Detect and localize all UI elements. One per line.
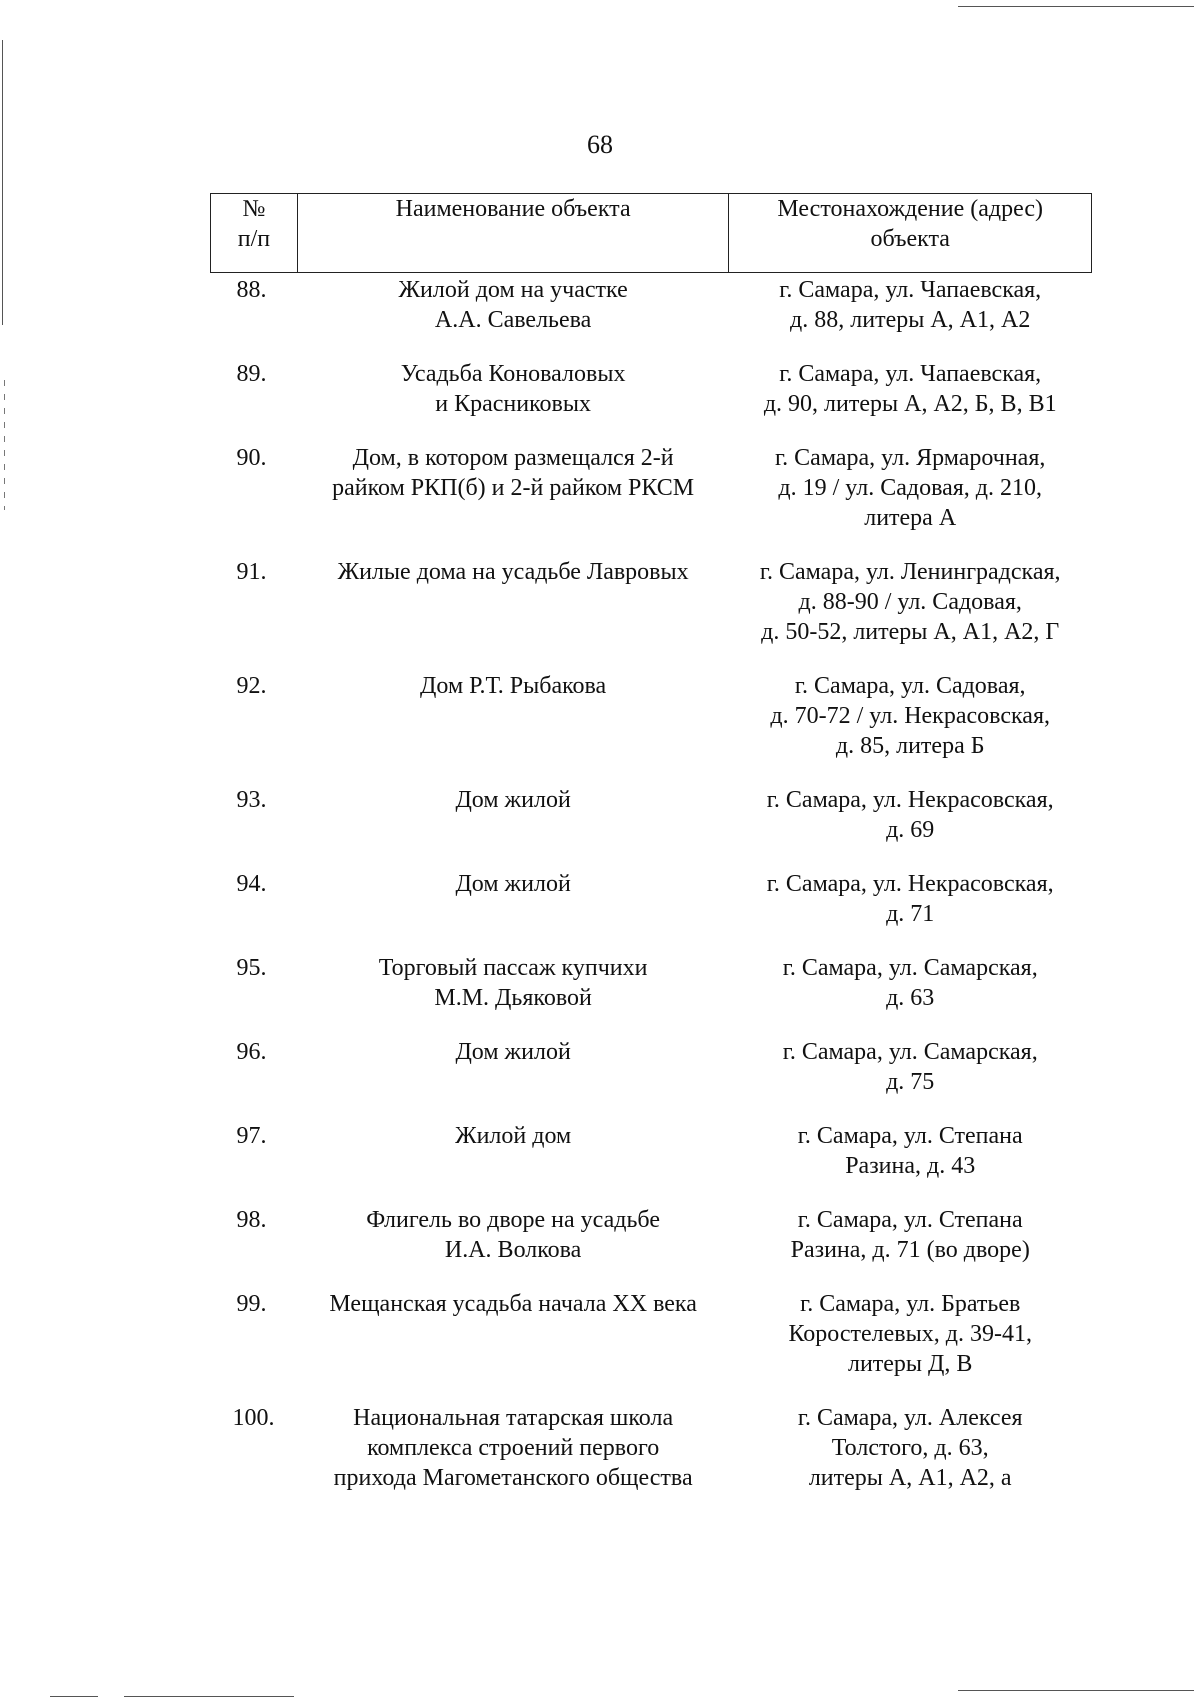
object-name-line: Дом жилой	[455, 787, 571, 813]
object-address-line: г. Самара, ул. Братьев	[800, 1291, 1021, 1317]
row-object-address	[729, 273, 1092, 360]
object-address-line: д. 70-72 / ул. Некрасовская,	[770, 703, 1050, 729]
row-object-address	[729, 953, 1092, 1037]
page-number: 68	[587, 130, 613, 159]
row-number: 91.	[236, 559, 267, 585]
row-object-address	[729, 443, 1092, 557]
object-name-line: Жилой дом на участке	[398, 277, 628, 303]
object-name-line: Дом жилой	[455, 871, 571, 897]
object-address-line: г. Самара, ул. Ярмарочная,	[775, 445, 1046, 471]
object-address-line: Толстого, д. 63,	[831, 1435, 989, 1461]
object-address-line: литеры А, А1, А2, а	[808, 1465, 1012, 1491]
table-row	[211, 953, 1092, 1037]
table-header-row	[211, 194, 1092, 273]
object-address-line: г. Самара, ул. Некрасовская,	[766, 787, 1054, 813]
table-row	[211, 557, 1092, 671]
table-row	[211, 1289, 1092, 1403]
object-address-line: д. 88, литеры А, А1, А2	[790, 307, 1031, 333]
row-number: 99.	[236, 1291, 267, 1317]
row-number: 90.	[236, 445, 267, 471]
object-address-line: г. Самара, ул. Чапаевская,	[779, 277, 1042, 303]
row-number: 97.	[236, 1123, 267, 1149]
row-object-name	[297, 1205, 729, 1289]
object-name-line: М.М. Дьяковой	[434, 985, 592, 1011]
header-address-line-2: объекта	[870, 226, 950, 252]
object-name-line: Дом жилой	[455, 1039, 571, 1065]
object-name-line: Дом, в котором размещался 2-й	[352, 445, 674, 471]
table-row	[211, 671, 1092, 785]
row-object-address	[729, 1121, 1092, 1205]
row-object-name	[297, 785, 729, 869]
scan-edge-dashes-left	[4, 380, 5, 510]
row-object-name	[297, 869, 729, 953]
row-number: 95.	[236, 955, 267, 981]
row-object-address	[729, 869, 1092, 953]
row-object-name	[297, 443, 729, 557]
table-row	[211, 443, 1092, 557]
object-address-line: г. Самара, ул. Ленинградская,	[759, 559, 1061, 585]
row-number: 92.	[236, 673, 267, 699]
header-object-name-label: Наименование объекта	[395, 196, 631, 222]
row-object-address	[729, 671, 1092, 785]
object-name-line: И.А. Волкова	[444, 1237, 582, 1263]
row-number: 88.	[236, 277, 267, 303]
object-address-line: Коростелевых, д. 39-41,	[788, 1321, 1032, 1347]
object-address-line: г. Самара, ул. Самарская,	[782, 955, 1038, 981]
object-name-line: и Красниковых	[435, 391, 591, 417]
object-name-line: Дом Р.Т. Рыбакова	[420, 673, 607, 699]
header-number-sign: №	[242, 196, 266, 222]
table-row	[211, 273, 1092, 360]
row-object-name	[297, 557, 729, 671]
table-row	[211, 1037, 1092, 1121]
row-number: 93.	[236, 787, 267, 813]
header-address-line-1: Местонахождение (адрес)	[777, 196, 1044, 222]
scan-edge-line-left	[2, 40, 3, 325]
table-row	[211, 1205, 1092, 1289]
object-name-line: Усадьба Коноваловых	[400, 361, 626, 387]
row-object-name	[297, 1037, 729, 1121]
object-name-line: Жилой дом	[455, 1123, 572, 1149]
row-object-name	[297, 671, 729, 785]
object-address-line: д. 19 / ул. Садовая, д. 210,	[778, 475, 1042, 501]
object-address-line: г. Самара, ул. Степана	[797, 1207, 1023, 1233]
object-address-line: г. Самара, ул. Степана	[797, 1123, 1023, 1149]
row-object-name	[297, 1289, 729, 1403]
monuments-table	[210, 193, 1092, 1517]
row-object-address	[729, 1205, 1092, 1289]
object-address-line: д. 90, литеры А, А2, Б, В, В1	[763, 391, 1057, 417]
object-name-line: Жилые дома на усадьбе Лавровых	[337, 559, 689, 585]
row-number: 94.	[236, 871, 267, 897]
scan-edge-line-bottom-mid	[124, 1696, 294, 1697]
object-address-line: литеры Д, В	[847, 1351, 973, 1377]
object-name-line: А.А. Савельева	[434, 307, 592, 333]
object-address-line: литера А	[864, 505, 957, 531]
object-address-line: д. 85, литера Б	[835, 733, 985, 759]
table-row	[211, 785, 1092, 869]
object-address-line: д. 75	[886, 1069, 935, 1095]
object-name-line: райком РКП(б) и 2-й райком РКСМ	[332, 475, 695, 501]
header-object-name	[297, 194, 729, 273]
object-address-line: г. Самара, ул. Чапаевская,	[779, 361, 1042, 387]
scan-edge-line-bottom-left	[50, 1696, 98, 1697]
row-object-address	[729, 1037, 1092, 1121]
row-number: 98.	[236, 1207, 267, 1233]
object-name-line: Торговый пассаж купчихи	[378, 955, 648, 981]
object-name-line: Национальная татарская школа	[353, 1405, 674, 1431]
header-number-abbr: п/п	[237, 226, 271, 252]
object-address-line: г. Самара, ул. Садовая,	[794, 673, 1026, 699]
row-number: 89.	[236, 361, 267, 387]
object-name-line: Мещанская усадьба начала XX века	[329, 1291, 697, 1317]
object-address-line: г. Самара, ул. Самарская,	[782, 1039, 1038, 1065]
object-address-line: г. Самара, ул. Алексея	[797, 1405, 1023, 1431]
row-object-address	[729, 1403, 1092, 1517]
object-name-line: Флигель во дворе на усадьбе	[366, 1207, 660, 1233]
row-object-name	[297, 1121, 729, 1205]
table-row	[211, 1403, 1092, 1517]
row-object-address	[729, 1289, 1092, 1403]
object-name-line: прихода Магометанского общества	[333, 1465, 693, 1491]
row-object-address	[729, 557, 1092, 671]
header-object-address	[729, 194, 1092, 273]
object-address-line: д. 63	[886, 985, 935, 1011]
object-name-line: комплекса строений первого	[367, 1435, 660, 1461]
scan-edge-line-bottom-right	[958, 1690, 1194, 1691]
table-row	[211, 869, 1092, 953]
object-address-line: д. 50-52, литеры А, А1, А2, Г	[761, 619, 1060, 645]
row-object-name	[297, 1403, 729, 1517]
row-number: 100.	[232, 1405, 275, 1431]
object-address-line: Разина, д. 43	[845, 1153, 976, 1179]
row-object-name	[297, 359, 729, 443]
object-address-line: д. 88-90 / ул. Садовая,	[798, 589, 1022, 615]
row-object-name	[297, 953, 729, 1037]
row-object-name	[297, 273, 729, 360]
row-object-address	[729, 785, 1092, 869]
table-row	[211, 1121, 1092, 1205]
scan-edge-line-top-right	[958, 6, 1194, 7]
object-address-line: д. 69	[886, 817, 935, 843]
row-number: 96.	[236, 1039, 267, 1065]
table-body	[211, 273, 1092, 1518]
header-number	[211, 194, 298, 273]
object-address-line: Разина, д. 71 (во дворе)	[790, 1237, 1030, 1263]
table-row	[211, 359, 1092, 443]
row-object-address	[729, 359, 1092, 443]
object-address-line: г. Самара, ул. Некрасовская,	[766, 871, 1054, 897]
object-address-line: д. 71	[886, 901, 935, 927]
